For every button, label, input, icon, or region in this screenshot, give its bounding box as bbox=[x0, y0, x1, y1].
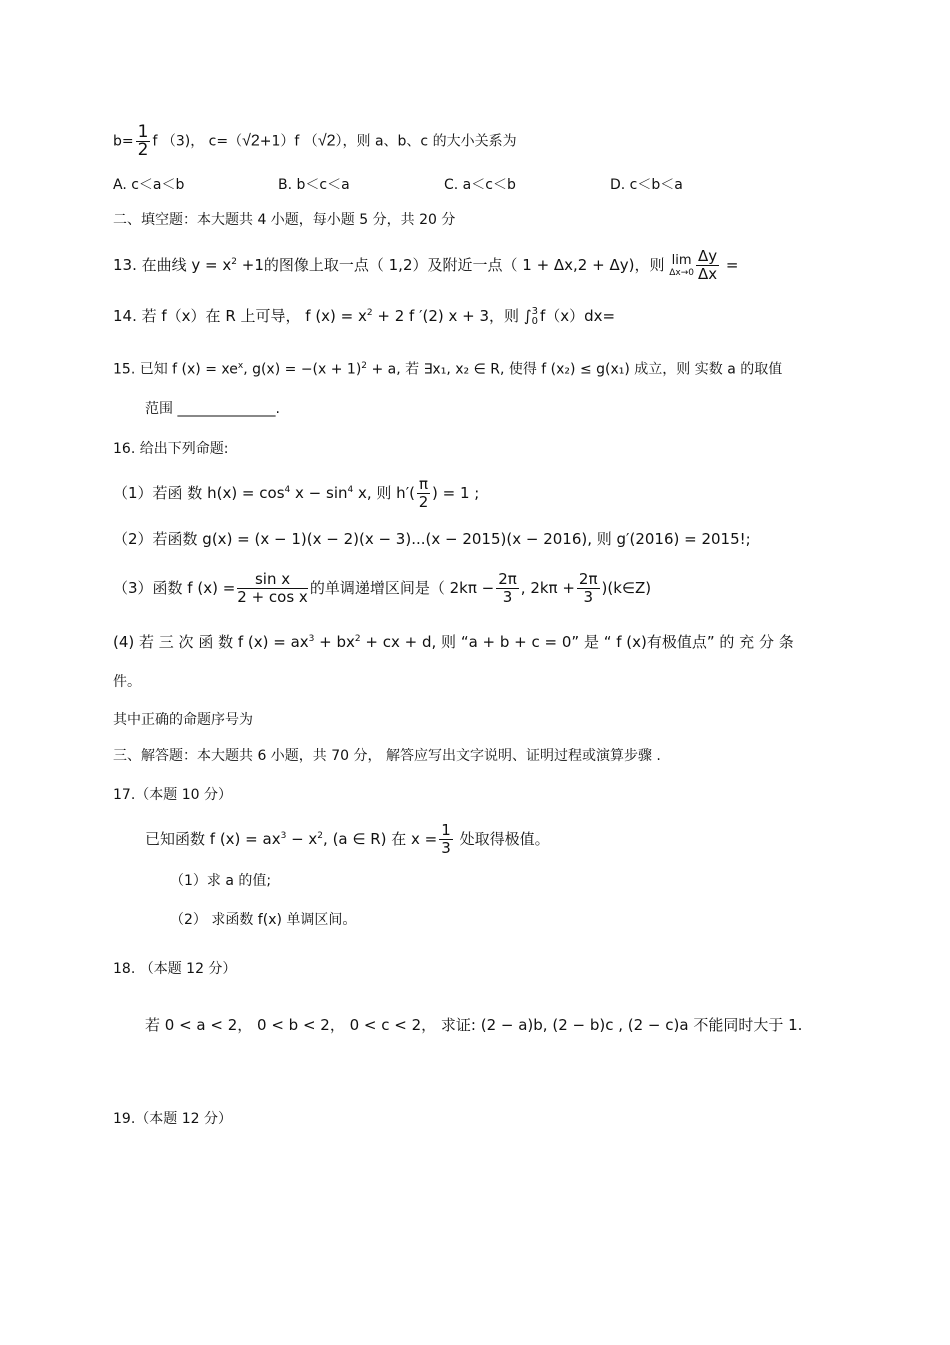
question-19-heading: 19.（本题 12 分） bbox=[113, 1111, 232, 1127]
question-18-heading: 18. （本题 12 分） bbox=[113, 961, 237, 977]
proposition-1 bbox=[113, 470, 479, 513]
question-16-answer-prompt: 其中正确的命题序号为 bbox=[113, 712, 253, 728]
p4-exp-2: 2 bbox=[354, 634, 361, 644]
p3-text-b: 的单调递增区间是（ 2kπ − bbox=[309, 579, 495, 597]
q17-text-d: 处取得极值。 bbox=[454, 830, 550, 848]
option-b: B. b＜c＜a bbox=[278, 177, 350, 193]
q13-equals: = bbox=[725, 256, 739, 274]
sqrt-two-2: √2 bbox=[317, 132, 336, 150]
p1-text-d: ) = 1 ; bbox=[431, 484, 480, 502]
one-third bbox=[439, 822, 453, 857]
p1-exp-b: 4 bbox=[347, 485, 354, 495]
proposition-2: （2）若函数 g(x) = (x − 1)(x − 2)(x − 3)...(x − 2015)(x − 2016), 则 g′(2016) = 2015!; bbox=[113, 530, 751, 548]
p1-exp-a: 4 bbox=[284, 485, 291, 495]
question-16-heading: 16. 给出下列命题: bbox=[113, 441, 229, 457]
q17-exp-2: 2 bbox=[317, 831, 324, 841]
integral-lower: 0 bbox=[531, 315, 538, 327]
question-17-heading: 17.（本题 10 分） bbox=[113, 787, 232, 803]
line-b-c-definition bbox=[113, 124, 517, 159]
q13-numerator: Δy bbox=[697, 247, 718, 265]
question-15 bbox=[113, 357, 782, 379]
question-14 bbox=[113, 304, 615, 327]
p3-text-d: )(k∈Z) bbox=[601, 579, 652, 597]
q14-text-c: f（x）dx= bbox=[540, 307, 616, 325]
integral-limits bbox=[532, 307, 538, 327]
q15-text-a: 15. 已知 f (x) = xe bbox=[113, 361, 238, 378]
fraction-numerator: 1 bbox=[137, 122, 149, 142]
p1-text-b: x − sin bbox=[290, 484, 348, 502]
q17-text-a: 已知函数 f (x) = ax bbox=[145, 830, 281, 848]
q13-denominator: Δx bbox=[697, 265, 718, 283]
p3-denominator: 2 + cos x bbox=[237, 588, 308, 606]
p4-text-a: (4) 若 三 次 函 数 f (x) = ax bbox=[113, 633, 309, 651]
text-relation: ），则 a、b、c 的大小关系为 bbox=[335, 133, 517, 150]
text-plus-one: +1）f （ bbox=[259, 133, 318, 150]
question-17-part-1: （1）求 a 的值; bbox=[170, 873, 272, 889]
q17-text-c: , (a ∈ R) 在 x = bbox=[323, 830, 438, 848]
q17-exp-3: 3 bbox=[280, 831, 287, 841]
option-d: D. c＜b＜a bbox=[610, 177, 683, 193]
sqrt-two: √2 bbox=[242, 132, 260, 150]
p3-den-2: 3 bbox=[583, 588, 593, 606]
p1-denominator: 2 bbox=[418, 493, 429, 511]
limit-symbol bbox=[669, 254, 694, 278]
question-15-range: 范围 ______________. bbox=[145, 401, 280, 417]
option-c: C. a＜c＜b bbox=[444, 177, 516, 193]
question-13 bbox=[113, 248, 738, 283]
p4-exp-3: 3 bbox=[308, 634, 315, 644]
question-18-statement: 若 0 < a < 2， 0 < b < 2， 0 < c < 2， 求证: (2 − a)b, (2 − b)c , (2 − c)a 不能同时大于 1. bbox=[145, 1016, 803, 1034]
q14-text-b: + 2 f ′(2) x + 3，则 ∫ bbox=[372, 307, 532, 325]
p1-numerator: π bbox=[418, 475, 428, 493]
q17-numerator: 1 bbox=[441, 821, 451, 839]
p1-text-a: （1）若函 数 h(x) = cos bbox=[113, 484, 285, 502]
proposition-3 bbox=[113, 568, 651, 608]
b-prefix: b= bbox=[113, 133, 134, 150]
fraction-denominator: 2 bbox=[137, 140, 149, 160]
p4-text-c: + cx + d, 则 “a + b + c = 0” 是 “ f (x)有极值点” 的 充 分 条 bbox=[360, 633, 794, 651]
q15-exp-x: x bbox=[237, 361, 244, 371]
q13-text-b: +1的图像上取一点（ 1,2）及附近一点（ 1 + Δx,2 + Δy)，则 bbox=[236, 256, 670, 274]
p3-num-1: 2π bbox=[498, 570, 517, 588]
question-17-part-2: （2） 求函数 f(x) 单调区间。 bbox=[170, 912, 357, 928]
q13-fraction bbox=[696, 248, 719, 283]
p3-num-2: 2π bbox=[578, 570, 598, 588]
text-f3-c: f （3)， c=（ bbox=[152, 133, 243, 150]
q17-text-b: − x bbox=[286, 830, 318, 848]
proposition-4 bbox=[113, 630, 794, 651]
lim-label: lim bbox=[671, 252, 692, 268]
pi-over-two bbox=[417, 476, 430, 511]
q13-text-a: 13. 在曲线 y = x bbox=[113, 256, 232, 274]
p3-text-c: , 2kπ + bbox=[520, 579, 575, 597]
q15-exponent: 2 bbox=[361, 361, 368, 371]
option-a: A. c＜a＜b bbox=[113, 177, 185, 193]
integral-upper: 3 bbox=[531, 305, 538, 317]
section-three-heading: 三、解答题：本大题共 6 小题，共 70 分， 解答应写出文字说明、证明过程或演算步骤 . bbox=[113, 748, 661, 764]
p1-text-c: x, 则 h′( bbox=[353, 484, 415, 502]
p3-text-a: （3）函数 f (x) = bbox=[113, 579, 236, 597]
q15-text-c: + a, 若 ∃x₁, x₂ ∈ R, 使得 f (x₂) ≤ g(x₁) 成立，则 实数 a 的取值 bbox=[367, 361, 783, 378]
q15-text-b: , g(x) = −(x + 1) bbox=[243, 361, 362, 378]
p3-den-1: 3 bbox=[502, 588, 513, 606]
section-two-heading: 二、填空题：本大题共 4 小题，每小题 5 分，共 20 分 bbox=[113, 212, 456, 228]
lim-sub: Δx→0 bbox=[669, 267, 694, 278]
q14-exponent: 2 bbox=[366, 308, 373, 318]
question-17-statement bbox=[145, 816, 550, 859]
q13-exponent: 2 bbox=[231, 257, 237, 267]
fraction-one-half bbox=[136, 124, 151, 159]
p3-numerator: sin x bbox=[237, 571, 308, 589]
p3-fraction bbox=[237, 571, 308, 606]
q14-text-a: 14. 若 f（x）在 R 上可导， f (x) = x bbox=[113, 307, 367, 325]
p3-fraction-3 bbox=[577, 571, 600, 606]
proposition-4-cont: 件。 bbox=[113, 674, 141, 690]
p3-fraction-2 bbox=[496, 571, 519, 606]
p4-text-b: + bx bbox=[314, 633, 355, 651]
q17-denominator: 3 bbox=[441, 839, 451, 857]
